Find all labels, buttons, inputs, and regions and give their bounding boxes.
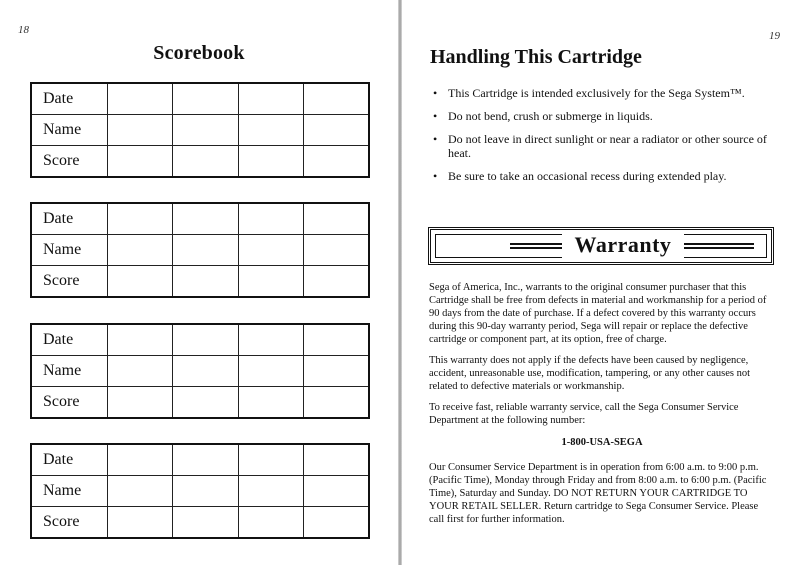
date-cell[interactable]: [238, 444, 304, 476]
scorebook-title: Scorebook: [153, 42, 245, 64]
date-cell[interactable]: [304, 324, 370, 356]
score-cell[interactable]: [107, 507, 173, 539]
name-label: Name: [31, 356, 107, 387]
date-cell[interactable]: [107, 203, 173, 235]
score-cell[interactable]: [304, 507, 370, 539]
handling-title: Handling This Cartridge: [430, 46, 642, 68]
score-cell[interactable]: [238, 266, 304, 298]
score-cell[interactable]: [238, 146, 304, 178]
name-cell[interactable]: [238, 115, 304, 146]
warranty-paragraph: This warranty does not apply if the defects have been caused by negligence, accident, unreasonable use, modification, tampering, or any other causes not related to defective materials or workmanship.: [429, 355, 751, 392]
table-row: [31, 387, 369, 419]
left-page: [0, 0, 398, 565]
name-cell[interactable]: [238, 356, 304, 387]
score-label: Score: [31, 266, 107, 298]
score-label: Score: [31, 507, 107, 539]
name-cell[interactable]: [107, 476, 173, 507]
table-row: [31, 507, 369, 539]
date-cell[interactable]: [107, 324, 173, 356]
table-row: [31, 266, 369, 298]
date-cell[interactable]: [238, 324, 304, 356]
score-cell[interactable]: [173, 266, 239, 298]
table-row: [31, 444, 369, 476]
date-cell[interactable]: [304, 203, 370, 235]
list-item: [432, 169, 772, 183]
score-cell[interactable]: [238, 387, 304, 419]
date-label: Date: [31, 324, 107, 356]
page-number-left: 18: [18, 24, 29, 36]
date-cell[interactable]: [238, 83, 304, 115]
table-row: [31, 83, 369, 115]
name-cell[interactable]: [238, 476, 304, 507]
name-cell[interactable]: [304, 235, 370, 266]
table-row: [31, 235, 369, 266]
score-cell[interactable]: [304, 146, 370, 178]
date-cell[interactable]: [173, 203, 239, 235]
name-cell[interactable]: [173, 115, 239, 146]
name-cell[interactable]: [304, 115, 370, 146]
table-row: [31, 324, 369, 356]
score-cell[interactable]: [173, 387, 239, 419]
name-cell[interactable]: [107, 356, 173, 387]
warranty-heading: Warranty: [562, 232, 684, 258]
score-table: [30, 202, 370, 298]
score-cell[interactable]: [107, 387, 173, 419]
date-cell[interactable]: [107, 83, 173, 115]
name-label: Name: [31, 476, 107, 507]
name-cell[interactable]: [173, 476, 239, 507]
bullet-text: Be sure to take an occasional recess during extended play.: [448, 169, 727, 183]
score-table: [30, 443, 370, 539]
name-cell[interactable]: [107, 235, 173, 266]
right-page: [402, 0, 800, 565]
name-cell[interactable]: [238, 235, 304, 266]
warranty-body: [429, 281, 775, 534]
table-row: [31, 115, 369, 146]
bullet-text: Do not bend, crush or submerge in liquids.: [448, 109, 653, 123]
handling-list: [432, 86, 772, 192]
score-label: Score: [31, 387, 107, 419]
score-table: [30, 82, 370, 178]
name-label: Name: [31, 115, 107, 146]
score-cell[interactable]: [304, 266, 370, 298]
warranty-banner: [428, 227, 774, 267]
score-cell[interactable]: [173, 146, 239, 178]
bullet-icon: •: [433, 109, 438, 123]
score-cell[interactable]: [107, 266, 173, 298]
score-cell[interactable]: [107, 146, 173, 178]
name-cell[interactable]: [107, 115, 173, 146]
list-item: [432, 86, 772, 100]
score-cell[interactable]: [173, 507, 239, 539]
service-hours-paragraph: Our Consumer Service Department is in operation from 6:00 a.m. to 9:00 p.m. (Pacific Time), Monday through Friday and from 8:00 a.m. to 6:00 p.m. (Pacific Time), Saturday and Sunday. DO NOT RETURN YOUR CARTRIDGE TO YOUR RETAIL SELLER. Return cartridge to Sega Consumer Service. Please call first for further information.: [429, 462, 767, 525]
date-label: Date: [31, 444, 107, 476]
name-label: Name: [31, 235, 107, 266]
table-row: [31, 476, 369, 507]
date-label: Date: [31, 203, 107, 235]
date-cell[interactable]: [304, 83, 370, 115]
bullet-icon: •: [433, 86, 438, 100]
date-cell[interactable]: [304, 444, 370, 476]
list-item: [432, 109, 772, 123]
warranty-rule-right: [684, 243, 754, 249]
score-label: Score: [31, 146, 107, 178]
table-row: [31, 356, 369, 387]
bullet-text: This Cartridge is intended exclusively for the Sega System™.: [448, 86, 745, 100]
date-cell[interactable]: [173, 444, 239, 476]
name-cell[interactable]: [173, 356, 239, 387]
warranty-rule-left: [510, 243, 562, 249]
table-row: [31, 146, 369, 178]
table-row: [31, 203, 369, 235]
date-cell[interactable]: [238, 203, 304, 235]
warranty-paragraph: To receive fast, reliable warranty service, call the Sega Consumer Service Department at the following number:: [429, 402, 739, 426]
date-label: Date: [31, 83, 107, 115]
score-cell[interactable]: [304, 387, 370, 419]
date-cell[interactable]: [173, 83, 239, 115]
score-table: [30, 323, 370, 419]
bullet-text: Do not leave in direct sunlight or near a radiator or other source of heat.: [448, 132, 767, 160]
page-number-right: 19: [769, 30, 780, 42]
name-cell[interactable]: [304, 356, 370, 387]
list-item: [432, 132, 772, 160]
bullet-icon: •: [433, 169, 438, 183]
date-cell[interactable]: [173, 324, 239, 356]
date-cell[interactable]: [107, 444, 173, 476]
phone-number: 1-800-USA-SEGA: [561, 437, 643, 448]
warranty-paragraph: Sega of America, Inc., warrants to the original consumer purchaser that this Cartridge shall be free from defects in material and workmanship for a period of 90 days from the date of purchase. If a defect covered by this warranty occurs during this 90-day warranty period, Sega will repair or replace the defective cartridge or component part, at its option, free of charge.: [429, 282, 767, 345]
score-cell[interactable]: [238, 507, 304, 539]
name-cell[interactable]: [173, 235, 239, 266]
bullet-icon: •: [433, 132, 438, 146]
name-cell[interactable]: [304, 476, 370, 507]
